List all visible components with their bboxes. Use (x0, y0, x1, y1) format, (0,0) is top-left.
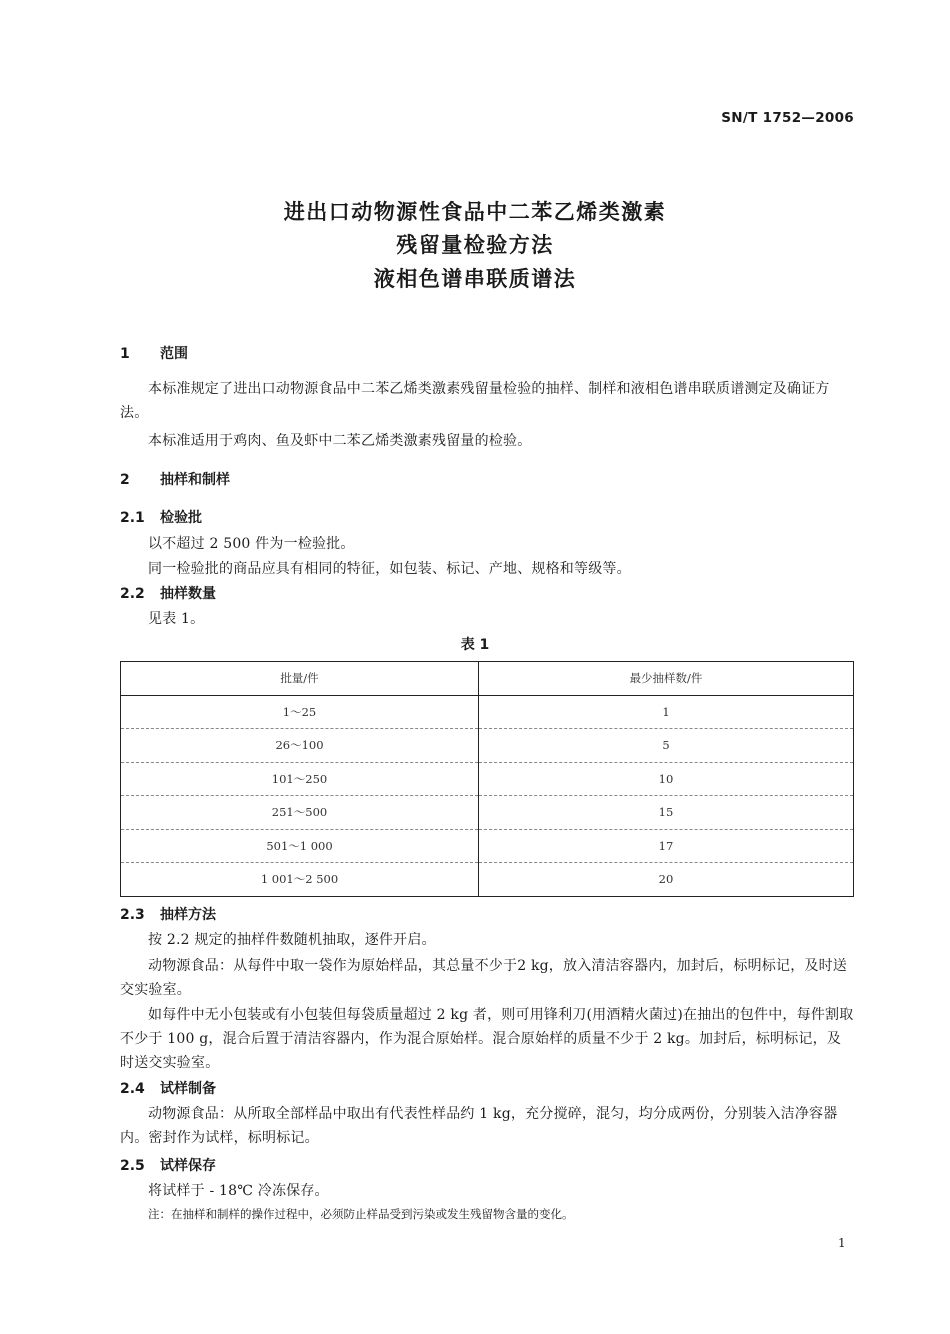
sampling-table (120, 661, 854, 897)
sample-count-cell: 15 (479, 796, 854, 830)
section-title: 抽样数量 (160, 586, 216, 602)
page-number: 1 (838, 1236, 846, 1250)
section-1-paragraph-2: 本标准适用于鸡肉、鱼及虾中二苯乙烯类激素残留量的检验。 (148, 433, 532, 449)
section-2-5-paragraph-1: 将试样于 - 18℃ 冷冻保存。 (148, 1183, 329, 1199)
section-2-3-paragraph-3: 如每件中无小包装或有小包装但每袋质量超过 2 kg 者，则可用锋利刀(用酒精火菌过)在抽出的包件中，每件割取不少于 100 g，混合后置于清洁容器内，作为混合原始样。混合原始样的质量不少于 2 kg。加封后，标明标记，及时送交实验室。 (120, 1007, 854, 1071)
section-2-1-paragraph-1: 以不超过 2 500 件为一检验批。 (148, 536, 355, 552)
section-1-heading (120, 343, 188, 363)
table-row (121, 829, 854, 863)
section-title: 抽样方法 (160, 907, 216, 923)
table-header-row (121, 662, 854, 696)
section-number: 1 (120, 346, 130, 362)
batch-cell: 101～250 (121, 762, 479, 796)
note: 注：在抽样和制样的操作过程中，必须防止样品受到污染或发生残留物含量的变化。 (148, 1207, 574, 1221)
table-row (121, 863, 854, 897)
section-2-4-paragraph-1: 动物源食品：从所取全部样品中取出有代表性样品约 1 kg，充分搅碎，混匀，均分成两份，分别装入洁净容器内。密封作为试样，标明标记。 (120, 1106, 838, 1146)
section-title: 抽样和制样 (160, 472, 230, 488)
table-row (121, 695, 854, 729)
table-1-caption: 表 1 (460, 637, 490, 653)
sample-count-cell: 5 (479, 729, 854, 763)
sample-count-cell: 1 (479, 695, 854, 729)
section-2-3-heading (120, 904, 216, 924)
section-2-2-paragraph-1: 见表 1。 (148, 611, 205, 627)
standard-code: SN/T 1752—2006 (721, 110, 854, 126)
section-title: 试样制备 (160, 1081, 216, 1097)
batch-cell: 26～100 (121, 729, 479, 763)
column-header-batch: 批量/件 (121, 662, 479, 696)
section-number: 2.4 (120, 1081, 145, 1097)
table-row (121, 729, 854, 763)
sample-count-cell: 20 (479, 863, 854, 897)
batch-cell: 1 001～2 500 (121, 863, 479, 897)
section-1-paragraph-1: 本标准规定了进出口动物源食品中二苯乙烯类激素残留量检验的抽样、制样和液相色谱串联质谱测定及确证方法。 (120, 381, 830, 421)
section-2-3-paragraph-2: 动物源食品：从每件中取一袋作为原始样品，其总量不少于2 kg，放入清洁容器内，加封后，标明标记，及时送交实验室。 (120, 958, 847, 998)
sample-count-cell: 10 (479, 762, 854, 796)
section-number: 2.5 (120, 1158, 145, 1174)
section-number: 2.2 (120, 586, 145, 602)
section-2-5-heading (120, 1155, 216, 1175)
batch-cell: 1～25 (121, 695, 479, 729)
section-2-1-heading (120, 507, 202, 527)
section-title: 试样保存 (160, 1158, 216, 1174)
document-title-line-1: 进出口动物源性食品中二苯乙烯类激素 (283, 200, 667, 224)
section-number: 2.3 (120, 907, 145, 923)
section-2-1-paragraph-2: 同一检验批的商品应具有相同的特征，如包装、标记、产地、规格和等级等。 (148, 561, 631, 577)
document-title-line-3: 液相色谱串联质谱法 (373, 267, 577, 291)
batch-cell: 501～1 000 (121, 829, 479, 863)
table-row (121, 762, 854, 796)
section-2-2-heading (120, 583, 216, 603)
table-row (121, 796, 854, 830)
column-header-min-samples: 最少抽样数/件 (479, 662, 854, 696)
section-number: 2 (120, 472, 130, 488)
section-2-4-heading (120, 1078, 216, 1098)
sample-count-cell: 17 (479, 829, 854, 863)
section-2-3-paragraph-1: 按 2.2 规定的抽样件数随机抽取，逐件开启。 (148, 932, 436, 948)
section-title: 检验批 (160, 510, 202, 526)
section-title: 范围 (160, 346, 188, 362)
document-title-line-2: 残留量检验方法 (396, 233, 554, 257)
section-2-heading (120, 469, 230, 489)
batch-cell: 251～500 (121, 796, 479, 830)
section-number: 2.1 (120, 510, 145, 526)
